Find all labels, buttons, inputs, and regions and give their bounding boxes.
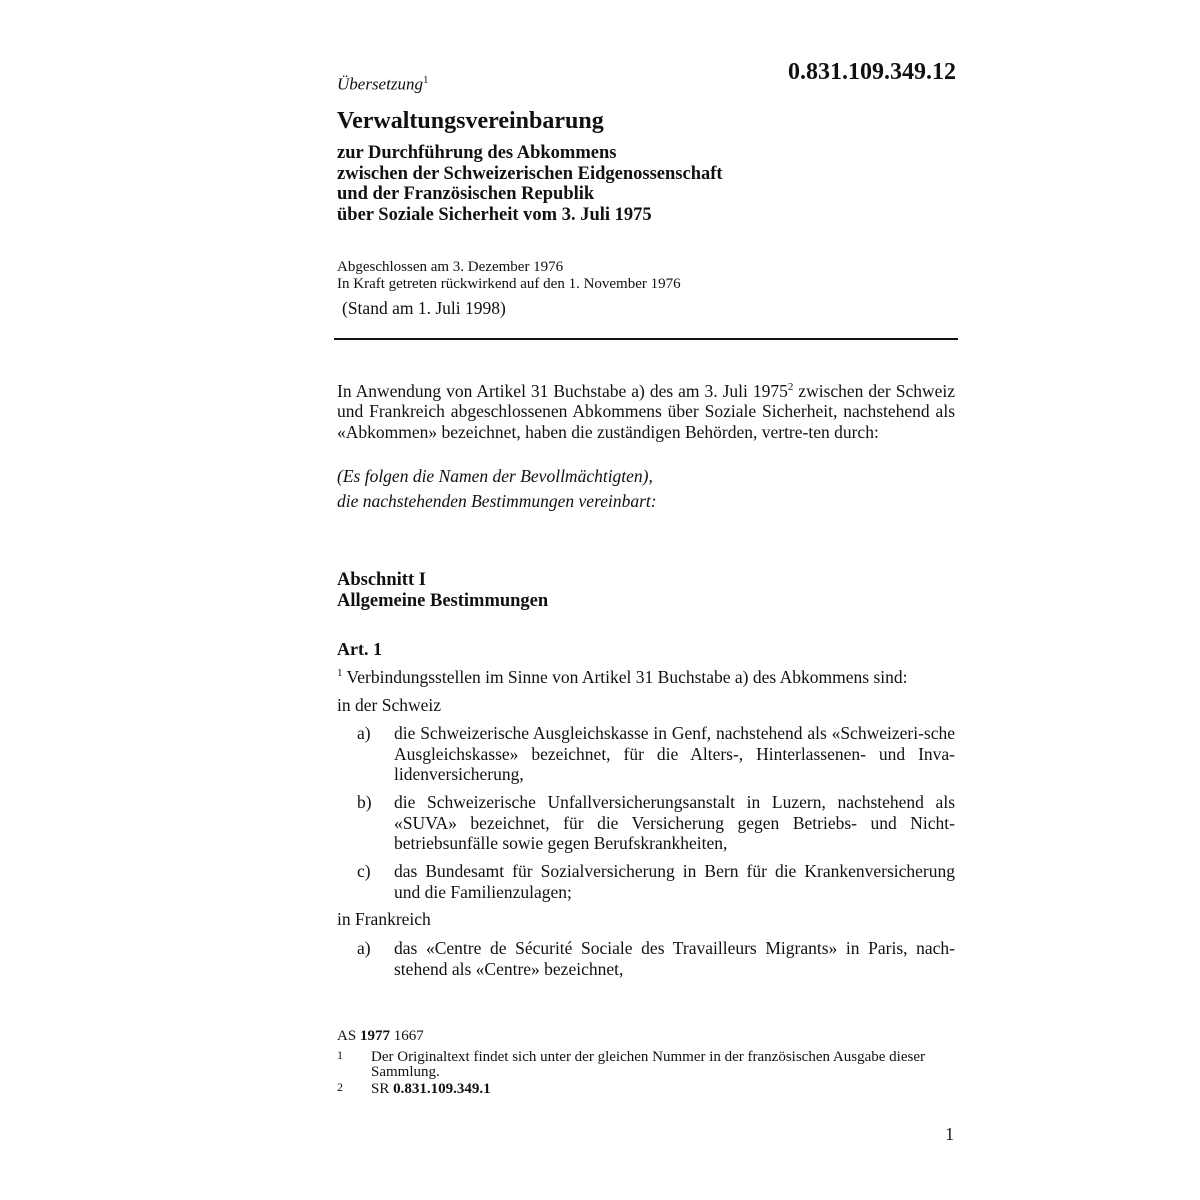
subtitle-line: zur Durchführung des Abkommens bbox=[337, 143, 617, 163]
document-subtitle bbox=[337, 143, 723, 225]
group-label-switzerland: in der Schweiz bbox=[337, 695, 441, 715]
footnote-number: 2 bbox=[337, 1080, 343, 1094]
preamble-paragraph bbox=[337, 377, 955, 442]
subtitle-line: zwischen der Schweizerischen Eidgenossenschaft bbox=[337, 163, 723, 184]
section-heading bbox=[337, 570, 548, 611]
preamble-italic-line: die nachstehenden Bestimmungen vereinbart: bbox=[337, 491, 657, 511]
as-year: 1977 bbox=[359, 1028, 390, 1044]
concluded-date: Abgeschlossen am 3. Dezember 1976 bbox=[337, 259, 564, 275]
translation-label bbox=[337, 74, 428, 95]
section-number: Abschnitt I bbox=[337, 570, 426, 590]
list-item-text: das «Centre de Sécurité Sociale des Travailleurs Migrants» in Paris, nach-stehend als «Centre» bezeichnet, bbox=[394, 938, 955, 979]
footnote-sr-ref: 0.831.109.349.1 bbox=[393, 1081, 491, 1097]
page-number: 1 bbox=[945, 1124, 954, 1144]
preamble-text-start: In Anwendung von Artikel 31 Buchstabe a) des am 3. Juli 1975 bbox=[337, 380, 788, 401]
subtitle-line: und der Französischen Republik bbox=[337, 184, 595, 204]
list-marker: a) bbox=[357, 723, 371, 743]
section-title: Allgemeine Bestimmungen bbox=[337, 590, 549, 611]
article-intro bbox=[337, 667, 907, 688]
translation-label-text: Übersetzung bbox=[337, 74, 423, 94]
group-label-france: in Frankreich bbox=[337, 909, 431, 929]
preamble-text-end: zwischen der Schweiz und Frankreich abgeschlossenen Abkommens über Soziale Sicherheit, nachstehend als «Abkommen» bezeichnet, haben die zuständigen Behörden, vertre-ten durch: bbox=[337, 380, 955, 442]
sr-number: 0.831.109.349.12 bbox=[788, 59, 956, 85]
article-intro-text: Verbindungsstellen im Sinne von Artikel 31 Buchstabe a) des Abkommens sind: bbox=[342, 667, 908, 687]
document-title: Verwaltungsvereinbarung bbox=[337, 108, 604, 134]
status-date: (Stand am 1. Juli 1998) bbox=[342, 298, 506, 318]
as-page: 1667 bbox=[389, 1028, 424, 1044]
list-item-text: das Bundesamt für Sozialversicherung in Bern für die Krankenversicherung und die Familienzulagen; bbox=[394, 861, 955, 902]
footnote-text bbox=[371, 1082, 931, 1097]
list-item-text: die Schweizerische Unfallversicherungsanstalt in Luzern, nachstehend als «SUVA» bezeichnet, für die Versicherung gegen Betriebs- und Nicht-betriebsunfälle sowie gegen Berufskrankheiten, bbox=[394, 792, 955, 853]
footnote-ref-1: 1 bbox=[422, 74, 429, 86]
conclusion-info bbox=[337, 259, 681, 293]
footnote-ref-2: 2 bbox=[787, 381, 794, 393]
in-force-date: In Kraft getreten rückwirkend auf den 1. November 1976 bbox=[337, 276, 681, 292]
footnote-sr-prefix: SR bbox=[371, 1081, 394, 1097]
list-marker: b) bbox=[357, 792, 372, 812]
list-marker: c) bbox=[357, 861, 371, 881]
subtitle-line: über Soziale Sicherheit vom 3. Juli 1975 bbox=[337, 204, 652, 225]
paragraph-number: 1 bbox=[337, 667, 343, 680]
footnote-text: Der Originaltext findet sich unter der gleichen Nummer in der französischen Ausgabe dieser Sammlung. bbox=[371, 1049, 925, 1080]
as-prefix: AS bbox=[337, 1028, 360, 1044]
footnote-number: 1 bbox=[337, 1048, 343, 1062]
preamble-italic-line: (Es folgen die Namen der Bevollmächtigten), bbox=[337, 466, 653, 486]
article-heading: Art. 1 bbox=[337, 639, 382, 659]
list-marker: a) bbox=[357, 938, 371, 958]
header-divider bbox=[334, 338, 958, 340]
as-reference bbox=[337, 1028, 424, 1045]
document-page bbox=[337, 0, 958, 1200]
list-item-text: die Schweizerische Ausgleichskasse in Genf, nachstehend als «Schweizeri-sche Ausgleichskasse» bezeichnet, für die Alters-, Hinterlassenen- und Inva-lidenversicherung, bbox=[394, 723, 955, 784]
